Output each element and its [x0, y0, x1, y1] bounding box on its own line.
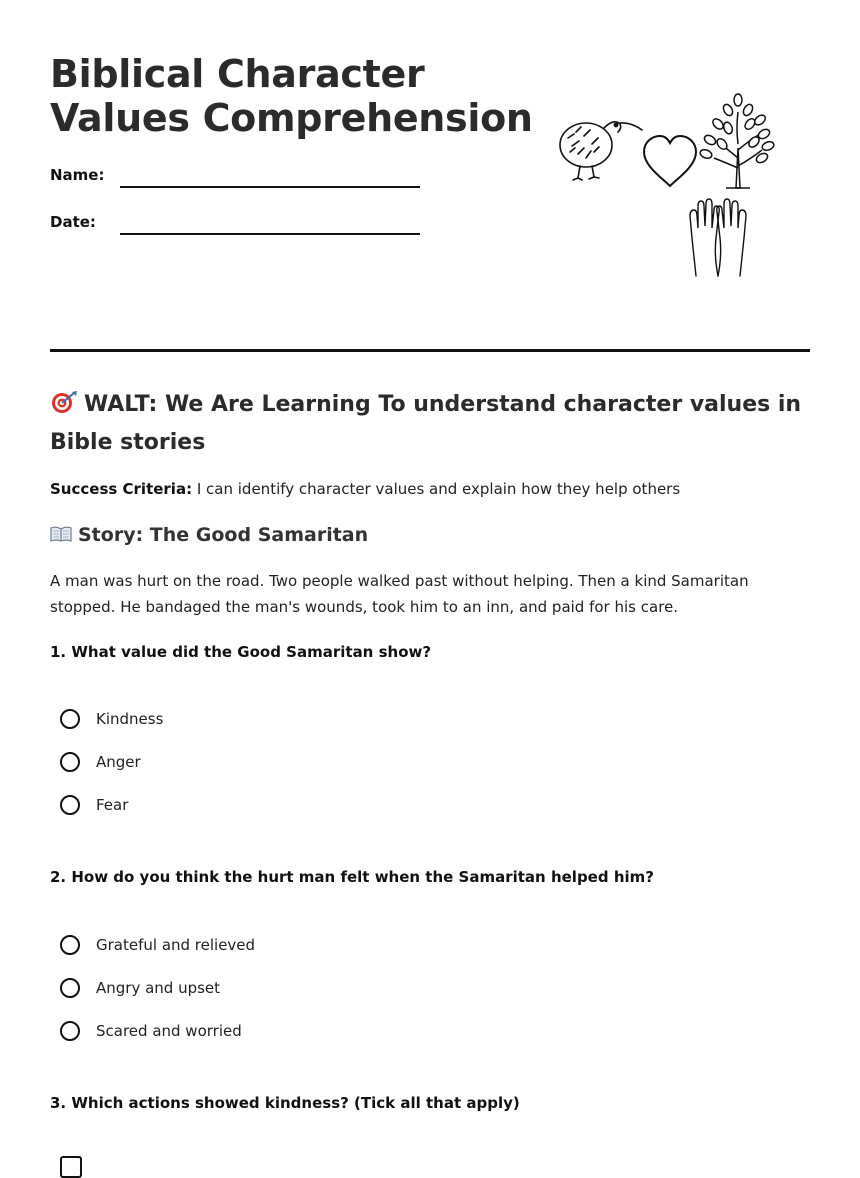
success-criteria-text: I can identify character values and explain how they help others [196, 480, 681, 498]
radio-button[interactable] [60, 935, 80, 955]
radio-button[interactable] [60, 709, 80, 729]
question-3: 3. Which actions showed kindness? (Tick all that apply) [50, 1094, 520, 1112]
name-line[interactable] [120, 186, 420, 188]
header-illustration [556, 88, 776, 278]
question-1: 1. What value did the Good Samaritan show? [50, 643, 432, 661]
radio-button[interactable] [60, 752, 80, 772]
worksheet-header [50, 52, 810, 292]
option-label: Kindness [96, 710, 164, 728]
success-criteria [50, 480, 680, 498]
radio-button[interactable] [60, 978, 80, 998]
praying-hands-icon [690, 199, 746, 276]
q2-option-scared[interactable] [60, 1019, 242, 1043]
page-title: Biblical Character Values Comprehension [50, 52, 533, 140]
option-label: Grateful and relieved [96, 936, 256, 954]
tree-icon [699, 94, 775, 188]
name-label: Name: [50, 166, 105, 184]
option-label: Fear [96, 796, 129, 814]
question-2: 2. How do you think the hurt man felt when the Samaritan helped him? [50, 868, 654, 886]
date-field [50, 213, 96, 231]
q1-option-fear[interactable] [60, 793, 128, 817]
option-label: Scared and worried [96, 1022, 242, 1040]
header-divider [50, 349, 810, 352]
book-icon [50, 526, 72, 542]
q1-option-kindness[interactable] [60, 707, 163, 731]
q1-option-anger[interactable] [60, 750, 141, 774]
date-line[interactable] [120, 233, 420, 235]
story-heading [50, 524, 368, 546]
name-field [50, 166, 104, 184]
heart-icon [644, 136, 696, 186]
walt-text: WALT: We Are Learning To understand character values in Bible stories [50, 392, 802, 455]
date-label: Date: [50, 213, 96, 231]
walt-heading [50, 386, 810, 462]
kiwi-bird-icon [560, 122, 642, 180]
radio-button[interactable] [60, 1021, 80, 1041]
q2-option-grateful[interactable] [60, 933, 255, 957]
story-text: A man was hurt on the road. Two people walked past without helping. Then a kind Samaritan stopped. He bandaged the man's wounds, took him to an inn, and paid for his care. [50, 572, 749, 616]
q3-checkbox[interactable] [60, 1156, 82, 1178]
radio-button[interactable] [60, 795, 80, 815]
success-criteria-label: Success Criteria: [50, 480, 193, 498]
story-title: Story: The Good Samaritan [78, 524, 369, 546]
q2-option-angry[interactable] [60, 976, 220, 1000]
option-label: Anger [96, 753, 141, 771]
option-label: Angry and upset [96, 979, 221, 997]
target-icon [50, 390, 78, 414]
